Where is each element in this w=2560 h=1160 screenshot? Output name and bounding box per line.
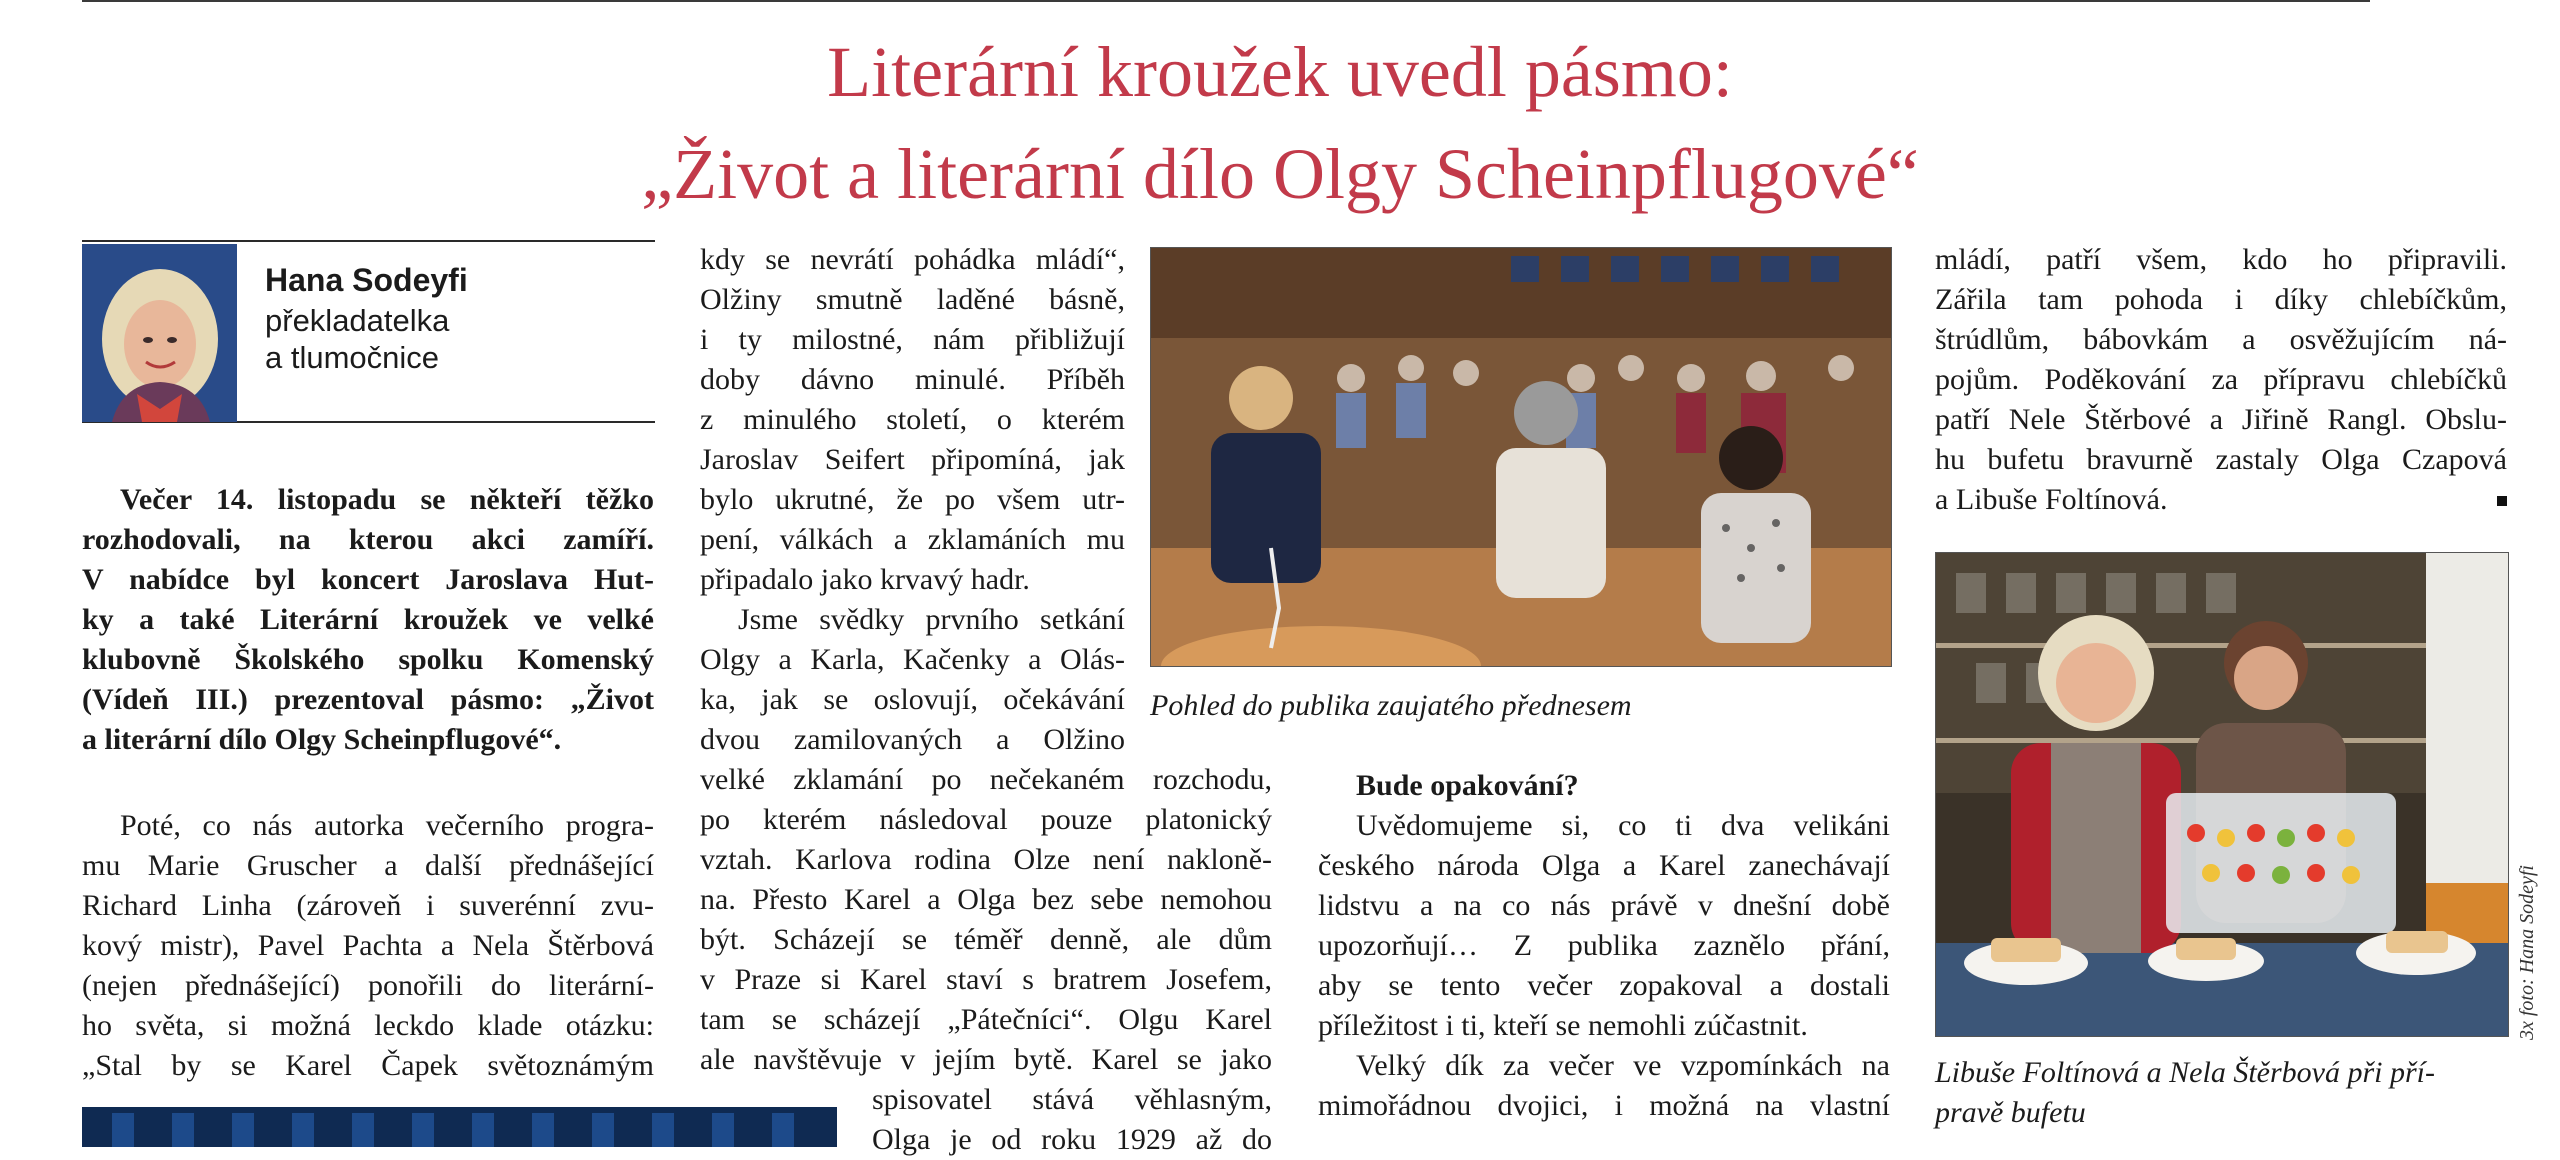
lead-line: V nabídce byl koncert Jaroslava Hut- (82, 563, 654, 596)
body-line: spisovatel stává věhlasným, (872, 1083, 1272, 1116)
lead-line: Večer 14. listopadu se někteří těžko (120, 483, 654, 516)
article-lead (82, 480, 654, 760)
column-2-top (700, 240, 1125, 760)
lead-line: rozhodovali, na kterou akci zamíří. (82, 523, 654, 556)
body-line: Velký dík za večer ve vzpomínkách na (1356, 1049, 1890, 1082)
body-line: ale navštěvuje v jejím bytě. Karel se jako (700, 1043, 1272, 1076)
body-line: z minulého století, o kterém (700, 403, 1125, 436)
headline-line-2: „Život a literární dílo Olgy Scheinpflugové“ (641, 134, 1919, 214)
author-top-rule (82, 240, 655, 242)
body-line: Olga je od roku 1929 až do (872, 1123, 1272, 1156)
buffet-photo (1935, 552, 2509, 1037)
body-line: připadalo jako krvavý hadr. (700, 563, 1030, 596)
top-rule (82, 0, 2370, 2)
lead-line: ky a také Literární kroužek ve velké (82, 603, 654, 636)
body-line: Poté, co nás autorka večerního progra- (120, 809, 654, 842)
body-line: kdy se nevrátí pohádka mládí“, (700, 243, 1125, 276)
body-line: (nejen přednášející) ponořili do literární- (82, 969, 654, 1002)
column-3 (1318, 766, 1890, 1126)
body-line: českého národa Olga a Karel zanechávají (1318, 849, 1890, 882)
body-line: kový mistr), Pavel Pachta a Nela Štěrbová (82, 929, 654, 962)
body-line: Uvědomujeme si, co ti dva velikáni (1356, 809, 1890, 842)
caption-line: pravě bufetu (1935, 1096, 2086, 1129)
audience-photo (1150, 247, 1892, 667)
headline-line-1: Literární kroužek uvedl pásmo: (827, 32, 1733, 112)
column-4 (1935, 240, 2507, 520)
body-line: dvou zamilovaných a Olžino (700, 723, 1125, 756)
body-line: vztah. Karlova rodina Olze není nakloně- (700, 843, 1272, 876)
body-line: pení, válkách a zklamáních mu (700, 523, 1125, 556)
lead-line: klubovně Školského spolku Komenský (82, 643, 654, 676)
body-line: Richard Linha (zároveň i suverénní zvu- (82, 889, 654, 922)
body-line: pojům. Poděkování za přípravu chlebíčků (1935, 363, 2507, 396)
body-line: i ty milostné, nám přibližují (700, 323, 1125, 356)
author-box (82, 240, 655, 423)
body-line-text: a Libuše Foltínová. (1935, 483, 2168, 516)
audience-photo-caption: Pohled do publika zaujatého přednesem (1150, 689, 1632, 722)
end-of-article-mark (2497, 496, 2507, 506)
body-line: „Stal by se Karel Čapek světoznámým (82, 1049, 654, 1082)
author-name: Hana Sodeyfi (265, 262, 468, 298)
author-portrait (82, 244, 237, 422)
body-line (1935, 480, 2507, 520)
body-line: v Praze si Karel staví s bratrem Josefem, (700, 963, 1272, 996)
column-2-tail (872, 1080, 1272, 1160)
body-line: Jaroslav Seifert připomíná, jak (700, 443, 1125, 476)
body-line: Olgy a Karla, Kačenky a Olás- (700, 643, 1125, 676)
body-line: ho světa, si možná leckdo klade otázku: (82, 1009, 654, 1042)
body-line: mládí, patří všem, kdo ho připravili. (1935, 243, 2507, 276)
body-line: mimořádnou dvojici, i možná na vlastní (1318, 1089, 1890, 1122)
body-line: hu bufetu bravurně zastaly Olga Czapová (1935, 443, 2507, 476)
buffet-photo-caption (1935, 1053, 2507, 1133)
caption-line: Libuše Foltínová a Nela Štěrbová při pří- (1935, 1056, 2435, 1089)
body-line: tam se scházejí „Pátečníci“. Olgu Karel (700, 1003, 1272, 1036)
photo-credit: 3x foto: Hana Sodeyfi (2516, 865, 2538, 1040)
body-line: doby dávno minulé. Příběh (700, 363, 1125, 396)
body-line: Olžiny smutně laděné básně, (700, 283, 1125, 316)
body-line: lidstvu a na co nás právě v dnešní době (1318, 889, 1890, 922)
column-2-wide (700, 760, 1272, 1080)
body-line: příležitost i ti, kteří se nemohli zúčastnit. (1318, 1009, 1808, 1042)
body-line: velké zklamání po nečekaném rozchodu, (700, 763, 1272, 796)
body-line: patří Nele Štěrbové a Jiřině Rangl. Obslu- (1935, 403, 2507, 436)
body-line: po kterém následoval pouze platonický (700, 803, 1272, 836)
author-role-line-1: překladatelka (265, 303, 450, 338)
body-line: aby se tento večer zopakoval a dostali (1318, 969, 1890, 1002)
body-line: ka, jak se oslovují, očekávání (700, 683, 1125, 716)
stage-photo (82, 1107, 837, 1147)
author-role-line-2: a tlumočnice (265, 340, 440, 375)
section-subheading: Bude opakování? (1356, 769, 1579, 802)
body-line: mu Marie Gruscher a další přednášející (82, 849, 654, 882)
body-line: Jsme svědky prvního setkání (738, 603, 1125, 636)
body-line: upozorňují… Z publika zaznělo přání, (1318, 929, 1890, 962)
body-line: bylo ukrutné, že po všem utr- (700, 483, 1125, 516)
column-1-body (82, 806, 654, 1086)
body-line: štrúdlům, bábovkám a osvěžujícím ná- (1935, 323, 2507, 356)
body-line: na. Přesto Karel a Olga bez sebe nemohou (700, 883, 1272, 916)
body-line: být. Scházejí se téměř denně, ale dům (700, 923, 1272, 956)
lead-line: (Vídeň III.) prezentoval pásmo: „Život (82, 683, 654, 716)
body-line: Zářila tam pohoda i díky chlebíčkům, (1935, 283, 2507, 316)
lead-line: a literární dílo Olgy Scheinpflugové“. (82, 723, 562, 756)
